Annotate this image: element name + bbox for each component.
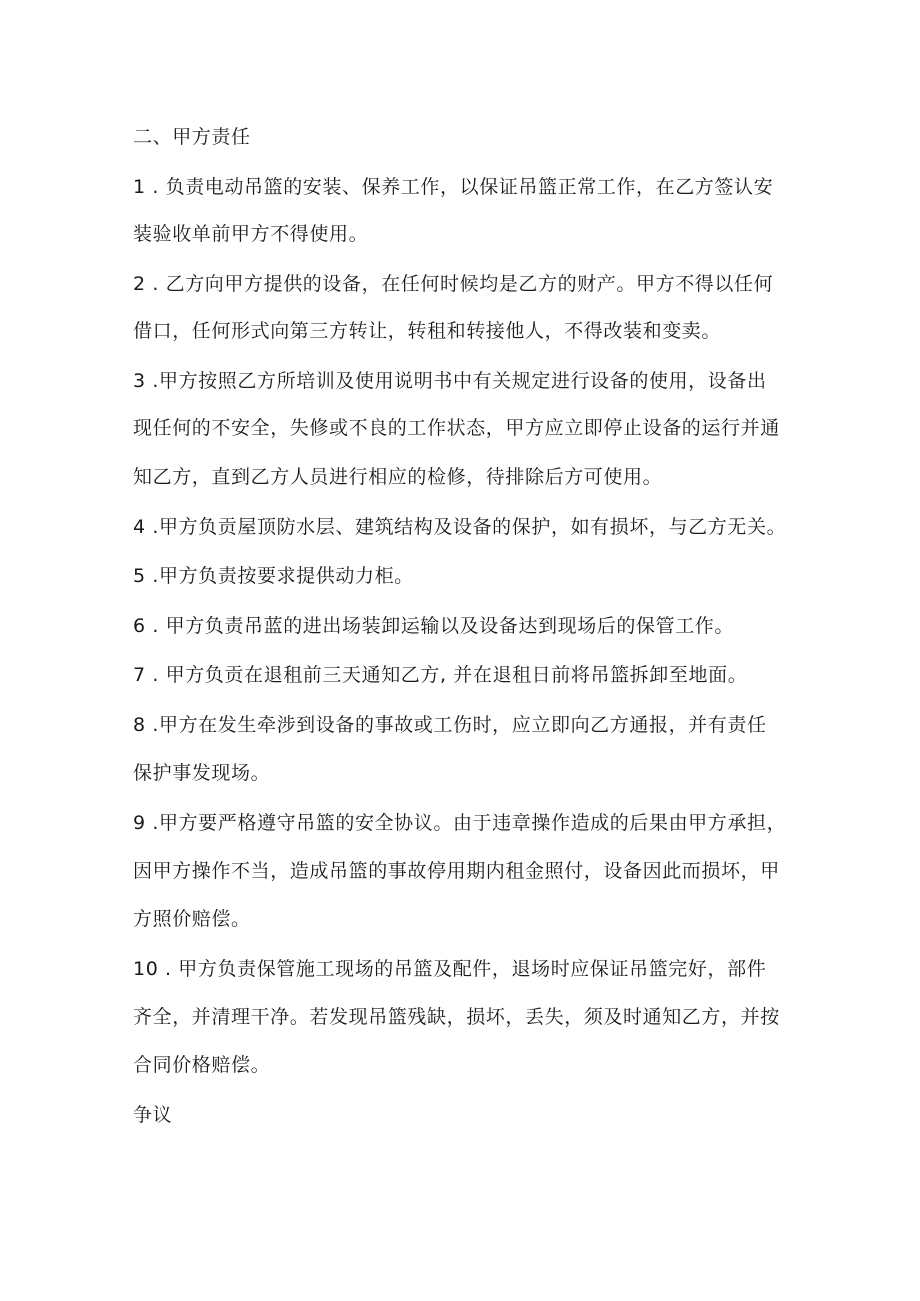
paragraph-1-line-1: 1 . 负责电动吊篮的安装、保养工作，以保证吊篮正常工作，在乙方签认安 bbox=[133, 176, 774, 198]
paragraph-3-line-2: 现任何的不安全，失修或不良的工作状态，甲方应立即停止设备的运行并通 bbox=[133, 417, 780, 439]
paragraph-1-line-2: 装验收单前甲方不得使用。 bbox=[133, 223, 369, 245]
paragraph-4-line-1: 4 .甲方负贡屋顶防水层、建筑结构及设备的保护，如有损坏，与乙方无关。 bbox=[133, 516, 787, 538]
paragraph-6-line-1: 6 . 甲方负责吊蓝的进出场装卸运输以及设备达到现场后的保管工作。 bbox=[133, 615, 735, 637]
paragraph-9-line-2: 因甲方操作不当，造成吊篮的事故停用期内租金照付，设备因此而损坏，甲 bbox=[133, 860, 780, 882]
paragraph-5-line-1: 5 .甲方负责按要求提供动力柜。 bbox=[133, 565, 414, 587]
paragraph-10-line-1: 10 . 甲方负责保管施工现场的吊篮及配件，退场时应保证吊篮完好，部件 bbox=[133, 958, 767, 980]
paragraph-8-line-2: 保护事发现场。 bbox=[133, 762, 271, 784]
section-title: 二、甲方责任 bbox=[133, 126, 251, 148]
paragraph-2-line-1: 2 . 乙方向甲方提供的设备，在任何时候均是乙方的财产。甲方不得以任何 bbox=[133, 273, 774, 295]
paragraph-10-line-3: 合同价格赔偿。 bbox=[133, 1054, 271, 1076]
paragraph-2-line-2: 借口，任何形式向第三方转让，转租和转接他人，不得改装和变卖。 bbox=[133, 320, 722, 342]
paragraph-7-line-1: 7 . 甲方负贡在退租前三天通知乙方, 并在退租日前将吊篮拆卸至地面。 bbox=[133, 664, 748, 686]
paragraph-9-line-1: 9 .甲方要严格遵守吊篮的安全协议。由于违章操作造成的后果由甲方承担， bbox=[133, 812, 787, 834]
paragraph-9-line-3: 方照价赔偿。 bbox=[133, 908, 251, 930]
paragraph-3-line-1: 3 .甲方按照乙方所培训及使用说明书中有关规定进行设备的使用，设备出 bbox=[133, 370, 767, 392]
paragraph-8-line-1: 8 .甲方在发生牵涉到设备的事故或工伤时，应立即向乙方通报，并有责任 bbox=[133, 714, 767, 736]
paragraph-3-line-3: 知乙方，直到乙方人员进行相应的检修，待排除后方可使用。 bbox=[133, 466, 663, 488]
dispute-heading: 争议 bbox=[133, 1104, 173, 1126]
paragraph-10-line-2: 齐全，并清理干净。若发现吊篮残缺，损坏，丢失，须及时通知乙方，并按 bbox=[133, 1006, 780, 1028]
